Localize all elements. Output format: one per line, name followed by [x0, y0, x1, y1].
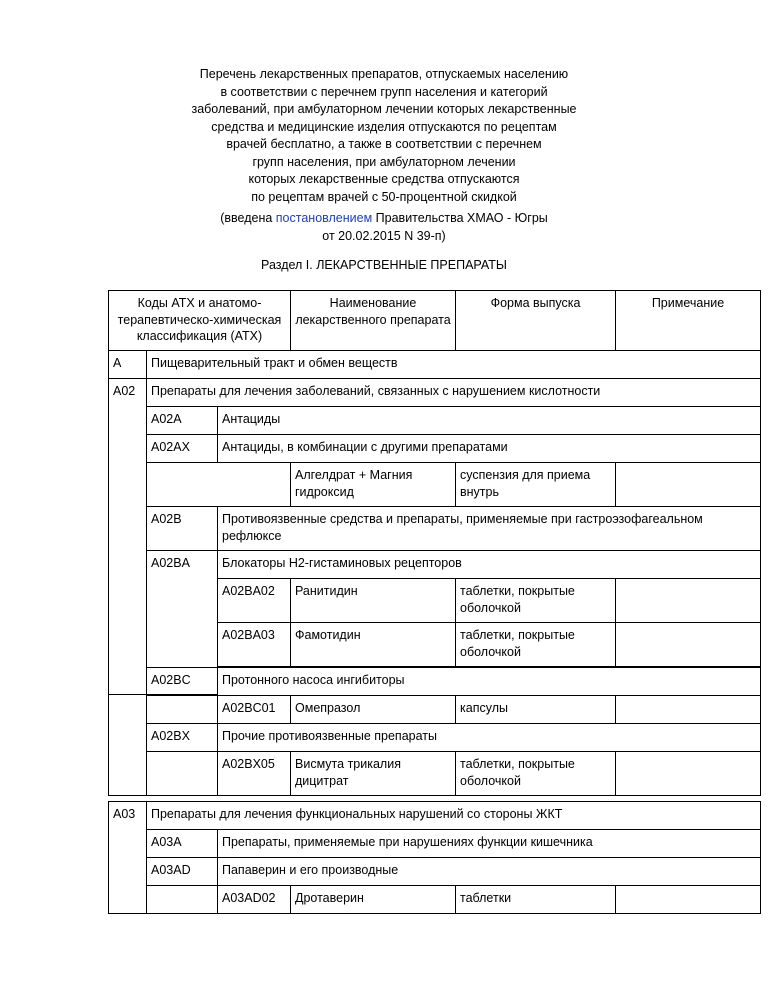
- header-name: Наименование лекарственного препарата: [291, 291, 456, 351]
- code-cell: A03: [109, 802, 147, 914]
- title-line: средства и медицинские изделия отпускаются по рецептам: [211, 119, 557, 134]
- code-cell: A03A: [147, 830, 218, 858]
- title-line: в соответствии с перечнем групп населения и категорий: [220, 84, 548, 99]
- table-row: [109, 463, 761, 507]
- group-cell: Антациды, в комбинации с другими препаратами: [218, 435, 761, 463]
- code-cell: A03AD: [147, 858, 218, 886]
- decree-link[interactable]: постановлением: [275, 211, 373, 225]
- code-cell: А: [109, 351, 147, 379]
- intro-prefix: (введена: [220, 211, 276, 225]
- drug-table-continued: [108, 667, 761, 796]
- group-cell: Прочие противоязвенные препараты: [218, 724, 761, 752]
- code-cell: A02BX: [147, 724, 218, 752]
- title-line: которых лекарственные средства отпускаются: [248, 172, 520, 186]
- drug-name-cell: Дротаверин: [291, 886, 456, 914]
- table-row: [109, 830, 761, 858]
- title-line: по рецептам врачей с 50-процентной скидкой: [251, 189, 517, 204]
- table-header-row: [109, 291, 761, 351]
- empty-cell: [147, 752, 218, 796]
- note-cell: [616, 696, 761, 724]
- table-row: [109, 802, 761, 830]
- header-note: Примечание: [616, 291, 761, 351]
- table-row: [109, 858, 761, 886]
- drug-table-a03: [108, 801, 761, 914]
- note-cell: [616, 623, 761, 667]
- empty-cell: [147, 463, 291, 507]
- group-cell: Пищеварительный тракт и обмен веществ: [147, 351, 761, 379]
- empty-code-cell: [109, 668, 147, 796]
- title-line: заболеваний, при амбулаторном лечении которых лекарственные: [191, 102, 577, 116]
- drug-form-cell: таблетки, покрытые оболочкой: [456, 752, 616, 796]
- title-line: групп населения, при амбулаторном лечении: [252, 154, 516, 169]
- intro-date: от 20.02.2015 N 39-п): [322, 228, 446, 243]
- empty-cell: [147, 696, 218, 724]
- drug-form-cell: капсулы: [456, 696, 616, 724]
- group-cell: Препараты для лечения функциональных нарушений со стороны ЖКТ: [147, 802, 761, 830]
- empty-cell: [147, 886, 218, 914]
- header-atc: Коды АТХ и анатомо-терапевтическо-химическая классификация (АТХ): [109, 291, 291, 351]
- drug-form-cell: таблетки, покрытые оболочкой: [456, 579, 616, 623]
- group-cell: Препараты для лечения заболеваний, связанных с нарушением кислотности: [147, 379, 761, 407]
- table-row: [109, 507, 761, 551]
- title-line: Перечень лекарственных препаратов, отпускаемых населению: [199, 67, 569, 81]
- note-cell: [616, 752, 761, 796]
- amendment-note: [0, 210, 768, 245]
- code-cell: A02: [109, 379, 147, 695]
- code-cell: A02BA02: [218, 579, 291, 623]
- table-row: [109, 551, 761, 579]
- code-cell: A02BX05: [218, 752, 291, 796]
- group-cell: Препараты, применяемые при нарушениях функции кишечника: [218, 830, 761, 858]
- table-row: [109, 407, 761, 435]
- drug-form-cell: таблетки: [456, 886, 616, 914]
- code-cell: A02BC01: [218, 696, 291, 724]
- note-cell: [616, 579, 761, 623]
- code-cell: A03AD02: [218, 886, 291, 914]
- title-line: врачей бесплатно, а также в соответствии с перечнем: [226, 137, 542, 151]
- table-row: [109, 696, 761, 724]
- drug-form-cell: таблетки, покрытые оболочкой: [456, 623, 616, 667]
- table-row: [109, 886, 761, 914]
- code-cell: A02BA: [147, 551, 218, 695]
- drug-name-cell: Висмута трикалия дицитрат: [291, 752, 456, 796]
- group-cell: Протонного насоса ингибиторы: [218, 668, 761, 696]
- code-cell: A02B: [147, 507, 218, 551]
- section-title: Раздел I. ЛЕКАРСТВЕННЫЕ ПРЕПАРАТЫ: [261, 258, 507, 272]
- drug-name-cell: Омепразол: [291, 696, 456, 724]
- code-cell: A02BA03: [218, 623, 291, 667]
- note-cell: [616, 886, 761, 914]
- group-cell: Папаверин и его производные: [218, 858, 761, 886]
- header-form: Форма выпуска: [456, 291, 616, 351]
- group-cell: Противоязвенные средства и препараты, применяемые при гастроэзофагеальном рефлюксе: [218, 507, 761, 551]
- group-cell: Блокаторы H2-гистаминовых рецепторов: [218, 551, 761, 579]
- document-title: [0, 66, 768, 206]
- code-cell: A02AX: [147, 435, 218, 463]
- drug-name-cell: Алгелдрат + Магния гидроксид: [291, 463, 456, 507]
- table-row: [109, 351, 761, 379]
- table-row: [109, 435, 761, 463]
- drug-form-cell: суспензия для приема внутрь: [456, 463, 616, 507]
- table-row: [109, 724, 761, 752]
- drug-name-cell: Ранитидин: [291, 579, 456, 623]
- code-cell: A02BC: [147, 668, 218, 696]
- table-row: [109, 668, 761, 696]
- drug-name-cell: Фамотидин: [291, 623, 456, 667]
- table-row: [109, 752, 761, 796]
- table-row: [109, 379, 761, 407]
- group-cell: Антациды: [218, 407, 761, 435]
- intro-suffix: Правительства ХМАО - Югры: [372, 211, 548, 225]
- drug-table: [108, 290, 761, 695]
- code-cell: A02A: [147, 407, 218, 435]
- note-cell: [616, 463, 761, 507]
